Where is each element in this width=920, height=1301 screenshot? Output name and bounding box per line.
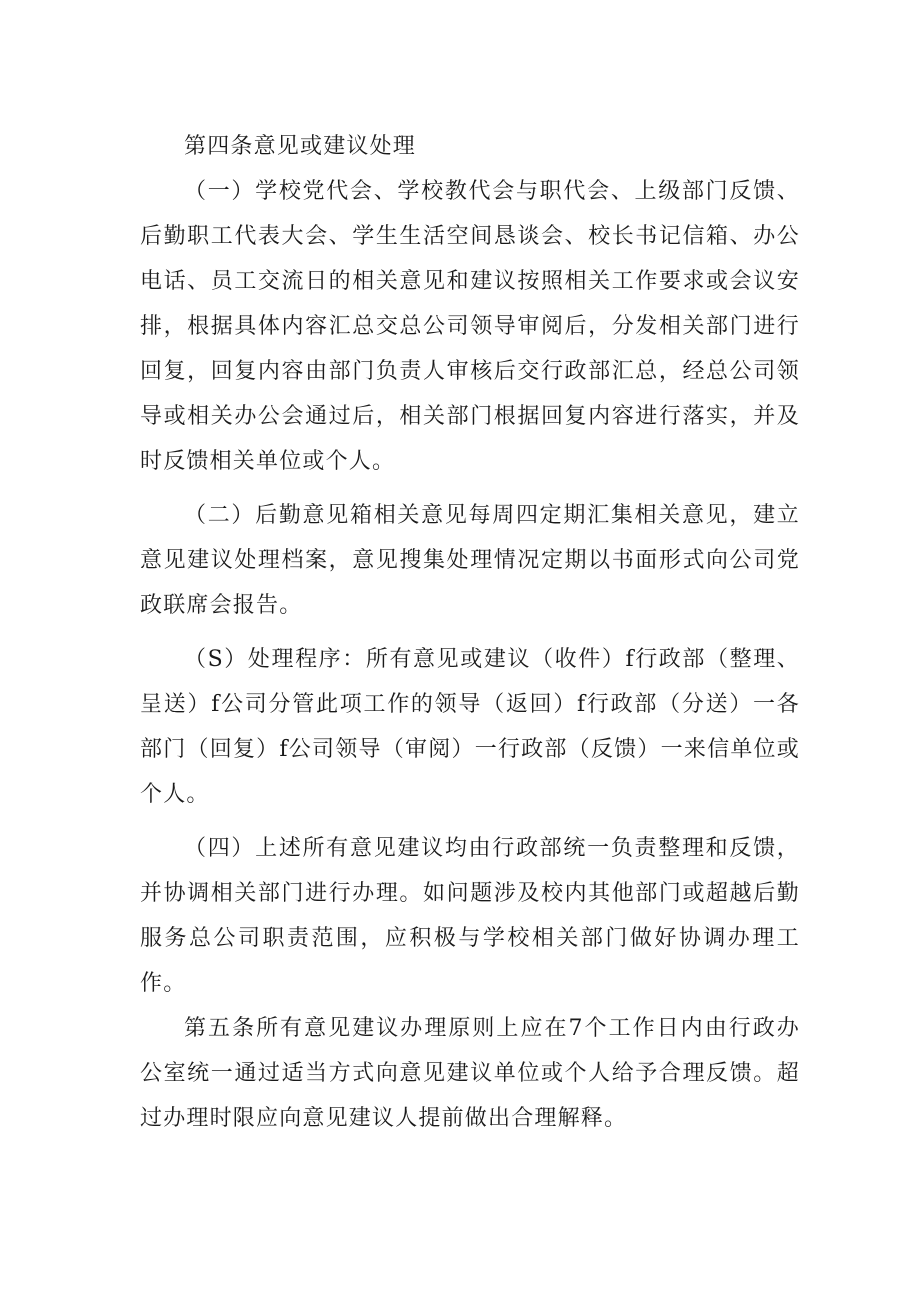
article-4-item-4: （四）上述所有意见建议均由行政部统一负责整理和反馈，并协调相关部门进行办理。如问题涉及校内其他部门或超越后勤服务总公司职责范围，应积极与学校相关部门做好协调办理工作。 (140, 836, 800, 996)
document-body (140, 124, 800, 1141)
article-4-heading: 第四条意见或建议处理 (184, 134, 417, 159)
article-4-item-3: （S）处理程序：所有意见或建议（收件）f行政部（整理、呈送）f公司分管此项工作的领导（返回）f行政部（分送）一各部门（回复）f公司领导（审阅）一行政部（反馈）一来信单位或个人。 (140, 647, 800, 807)
article-4-item-1: （一）学校党代会、学校教代会与职代会、上级部门反馈、后勤职工代表大会、学生生活空间恳谈会、校长书记信箱、办公电话、员工交流日的相关意见和建议按照相关工作要求或会议安排，根据具体内容汇总交总公司领导审阅后，分发相关部门进行回复，回复内容由部门负责人审核后交行政部汇总，经总公司领导或相关办公会通过后，相关部门根据回复内容进行落实，并及时反馈相关单位或个人。 (140, 179, 800, 474)
article-4-item-2: （二）后勤意见箱相关意见每周四定期汇集相关意见，建立意见建议处理档案，意见搜集处理情况定期以书面形式向公司党政联席会报告。 (140, 503, 800, 618)
article-5: 第五条所有意见建议办理原则上应在7个工作日内由行政办公室统一通过适当方式向意见建议单位或个人给予合理反馈。超过办理时限应向意见建议人提前做出合理解释。 (140, 1016, 800, 1131)
